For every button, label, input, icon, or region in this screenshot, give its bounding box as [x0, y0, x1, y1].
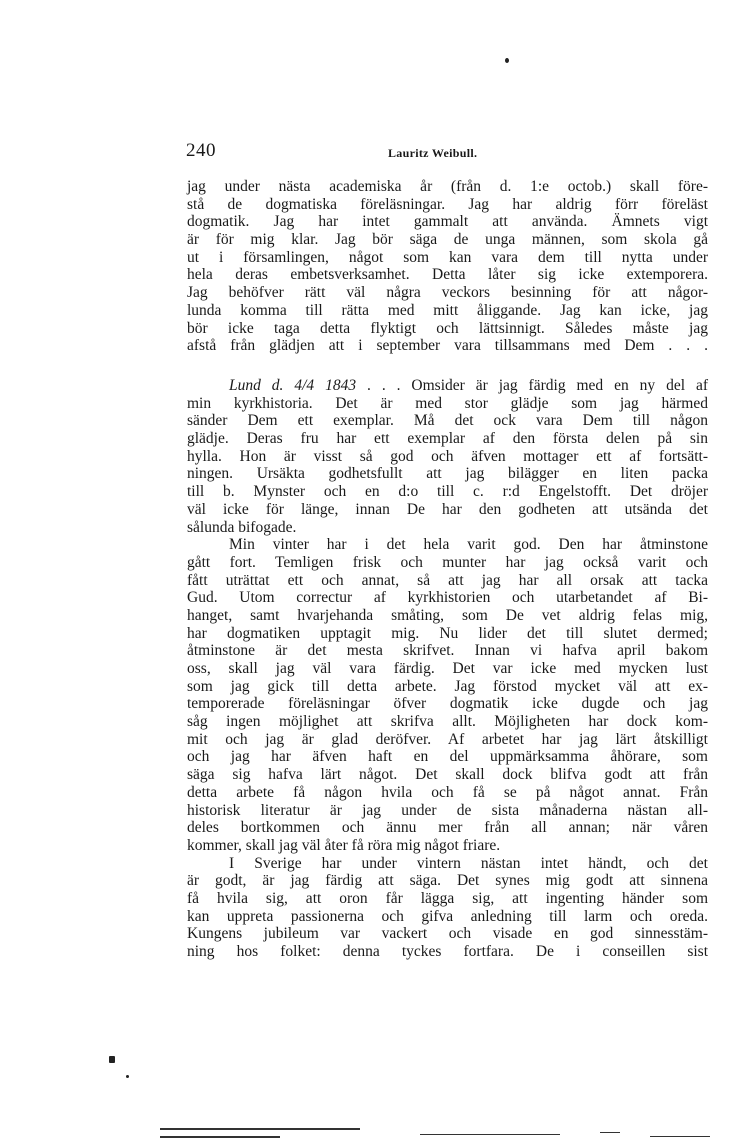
text-line: hylla. Hon är visst så god och äfven mottager ett af fortsätt-: [187, 447, 708, 465]
paragraph-1: [187, 178, 708, 355]
text-line: bör icke taga detta flyktigt och lättsinnigt. Således måste jag: [187, 319, 708, 337]
text-line: gått fort. Temligen frisk och munter har jag också varit och: [187, 553, 708, 571]
text-line: I Sverige har under vintern nästan intet händt, och det: [229, 854, 708, 872]
text-line: har dogmatiken upptagit mig. Nu lider det till slutet dermed;: [187, 624, 708, 642]
text-line: historisk literatur är jag under de sista månaderna nästan all-: [187, 801, 708, 819]
text-line: stå de dogmatiska föreläsningar. Jag har aldrig förr föreläst: [187, 195, 708, 213]
page-number: 240: [186, 140, 216, 161]
text-line: ning hos folket: denna tyckes fortfara. De i conseillen sist: [187, 943, 708, 960]
text-line: väl icke för länge, innan De har den godheten att utsända det: [187, 500, 708, 518]
text-line: och jag har äfven haft en del uppmärksamma åhörare, som: [187, 748, 708, 766]
text-line: fått uträttat ett och annat, så att jag har all orsak att tacka: [187, 571, 708, 589]
letter-heading-rest: . . . Omsider är jag färdig med en ny del af: [356, 377, 708, 394]
text-line: såg ingen möjlighet att skrifva allt. Möjligheten har dock kom-: [187, 713, 708, 731]
letter-heading-line: [187, 377, 708, 395]
text-line: ningen. Ursäkta godhetsfullt att jag bilägger en liten packa: [187, 465, 708, 483]
text-line: dogmatik. Jag har intet gammalt att använda. Ämnets vigt: [187, 213, 708, 231]
text-line: afstå från glädjen att i september vara tillsammans med Dem . . .: [187, 337, 708, 355]
text-line: är godt, är jag färdig att säga. Det synes mig godt att sinnena: [187, 872, 708, 890]
text-line: säga sig hafva lärt något. Det skall dock blifva godt att från: [187, 766, 708, 784]
text-line: oss, skall jag väl vara färdig. Det var icke med mycken lust: [187, 660, 708, 677]
text-line: är för mig klar. Jag bör säga de unga männen, som skola gå: [187, 231, 708, 249]
text-line: kan uppreta passionerna och gifva anledning till larm och oreda.: [187, 907, 708, 925]
speck-mark: [109, 1056, 115, 1063]
bottom-rule: [420, 1134, 560, 1135]
text-line: glädje. Deras fru har ett exemplar af den första delen på sin: [187, 430, 708, 448]
text-line: deles bortkommen och ännu mer från all annan; när våren: [187, 819, 708, 837]
text-line: detta arbete få någon hvila och få se på något annat. Från: [187, 783, 708, 801]
bottom-rule: [600, 1132, 620, 1133]
running-head: Lauritz Weibull.: [388, 146, 478, 160]
text-line: sålunda bifogade.: [187, 518, 297, 536]
text-line: till b. Mynster och en d:o till c. r:d Engelstofft. Det dröjer: [187, 483, 708, 501]
text-line: lunda komma till rätta med mitt åliggande. Jag kan icke, jag: [187, 301, 708, 319]
text-line: sänder Dem ett exemplar. Må det ock vara Dem till någon: [187, 412, 708, 430]
text-line: Gud. Utom correctur af kyrkhistorien och utarbetandet af Bi-: [187, 589, 708, 607]
text-line: jag under nästa academiska år (från d. 1:e octob.) skall före-: [187, 178, 708, 195]
bottom-rule: [160, 1128, 360, 1130]
text-line: som jag gick till detta arbete. Jag förstod mycket väl att ex-: [187, 677, 708, 695]
speck-mark: [126, 1075, 129, 1078]
text-line: Jag behöfver rätt väl några veckors besinning för att någor-: [187, 284, 708, 302]
letter-body: [187, 377, 708, 961]
letter-place: Lund d.: [229, 377, 284, 394]
text-line: åtminstone är det mesta skrifvet. Innan vi hafva april bakom: [187, 642, 708, 660]
text-line: temporerade föreläsningar öfver dogmatik icke dugde och jag: [187, 695, 708, 713]
text-line: ut i församlingen, något som kan vara dem till nytta under: [187, 248, 708, 266]
text-line: kommer, skall jag väl åter få röra mig något friare.: [187, 836, 501, 854]
letter-date: 4/4 1843: [294, 377, 357, 394]
text-line: Min vinter har i det hela varit god. Den har åtminstone: [229, 536, 708, 554]
text-line: hela deras embetsverksamhet. Detta låter sig icke extemporera.: [187, 266, 708, 284]
text-line: min kyrkhistoria. Det är med stor glädje som jag härmed: [187, 394, 708, 412]
bottom-rule: [160, 1136, 280, 1138]
text-line: få hvila sig, att oron får lägga sig, att ingenting händer som: [187, 889, 708, 907]
text-line: mit och jag är glad deröfver. Af arbetet har jag lärt åtskilligt: [187, 730, 708, 748]
text-line: hanget, samt hvarjehanda småting, som De vet aldrig felas mig,: [187, 606, 708, 624]
bottom-rule: [650, 1136, 710, 1137]
text-line: Kungens jubileum var vackert och visade en god sinnesstäm-: [187, 925, 708, 943]
speck-mark: [505, 58, 509, 63]
